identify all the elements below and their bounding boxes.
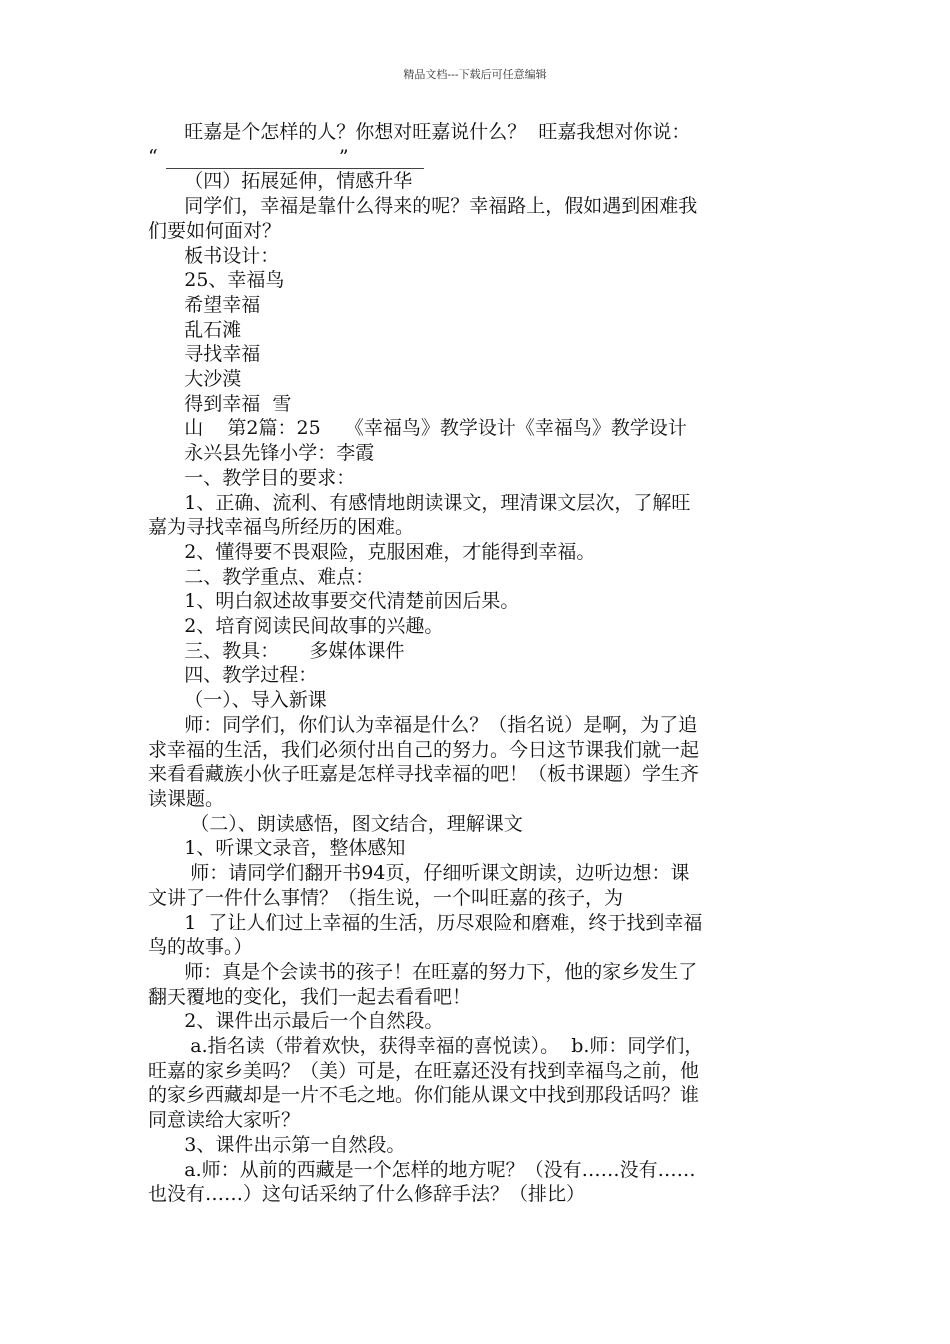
text-line: 得到幸福 雪 (148, 392, 292, 415)
text-line: 25、幸福鸟 (148, 269, 285, 292)
text-line: 板书设计： (148, 244, 280, 267)
text-line: 2、课件出示最后一个自然段。 (148, 1010, 444, 1033)
text-line: 同意读给大家听？ (148, 1109, 301, 1132)
text-line: 旺嘉是个怎样的人？你想对旺嘉说什么？ 旺嘉我想对你说： (148, 121, 691, 143)
text-line: 1、明白叙述故事要交代清楚前因后果。 (148, 590, 520, 613)
text-line: 1 了让人们过上幸福的生活，历尽艰险和磨难，终于找到幸福 (148, 911, 703, 934)
page-header: 精品文档---下载后可任意编辑 (403, 68, 547, 81)
text-line: 的家乡西藏却是一片不毛之地。你们能从课文中找到那段话吗？谁 (148, 1084, 700, 1107)
text-line: 师：请同学们翻开书94页，仔细听课文朗读，边听边想：课 (148, 862, 690, 885)
text-line: a.指名读（带着欢快，获得幸福的喜悦读）。 b.师：同学们， (148, 1035, 704, 1058)
text-line: 来看看藏族小伙子旺嘉是怎样寻找幸福的吧！（板书课题）学生齐 (148, 763, 700, 786)
text-line: 希望幸福 (148, 293, 261, 316)
text-line: 永兴县先锋小学：李霞 (148, 442, 375, 465)
text-line: 山 第2篇：25 《幸福鸟》教学设计《幸福鸟》教学设计 (148, 417, 687, 440)
text-line: 鸟的故事。） (148, 936, 253, 959)
text-line: 翻天覆地的变化，我们一起去看看吧！ (148, 985, 472, 1008)
text-line: 乱石滩 (148, 318, 242, 341)
text-line: （二）、朗读感悟，图文结合，理解课文 (148, 812, 523, 835)
text-line: 旺嘉的家乡美吗？（美）可是，在旺嘉还没有找到幸福鸟之前，他 (148, 1059, 700, 1082)
text-line: a.师：从前的西藏是一个怎样的地方呢？（没有……没有…… (148, 1158, 696, 1181)
text-line: 大沙漠 (148, 368, 242, 391)
text-line: “ ” (148, 145, 349, 168)
text-line: 四、教学过程： (148, 664, 318, 687)
text-line: 二、教学重点、难点： (148, 565, 375, 588)
text-line: （四）拓展延伸，情感升华 (148, 170, 413, 193)
text-line: 文讲了一件什么事情？（指生说，一个叫旺嘉的孩子，为 (148, 886, 624, 909)
text-line: 也没有……）这句话采纳了什么修辞手法？（排比） (148, 1183, 586, 1206)
text-line: 师：真是个会读书的孩子！在旺嘉的努力下，他的家乡发生了 (148, 960, 698, 983)
text-line: 同学们，幸福是靠什么得来的呢？幸福路上，假如遇到困难我 (148, 195, 698, 218)
text-line: （一）、导入新课 (148, 689, 327, 712)
text-line: 三、教具： 多媒体课件 (148, 639, 405, 662)
text-line: 1、正确、流利、有感情地朗读课文，理清课文层次，了解旺 (148, 491, 691, 514)
text-line: 们要如何面对？ (148, 219, 282, 242)
text-line: 2、懂得要不畏艰险，克服困难，才能得到幸福。 (148, 540, 596, 563)
text-line: 师：同学们，你们认为幸福是什么？（指名说）是啊，为了追 (148, 713, 698, 736)
document-body (148, 120, 808, 1207)
text-line: 一、教学目的要求： (148, 466, 356, 489)
text-line: 1、听课文录音，整体感知 (148, 837, 406, 860)
text-line: 嘉为寻找幸福鸟所经历的困难。 (148, 516, 415, 539)
text-line: 寻找幸福 (148, 343, 261, 366)
text-line: 2、培育阅读民间故事的兴趣。 (148, 615, 444, 638)
text-line: 读课题。 (148, 787, 225, 810)
text-line: 求幸福的生活，我们必须付出自己的努力。今日这节课我们就一起 (148, 738, 700, 761)
text-line: 3、课件出示第一自然段。 (148, 1133, 406, 1156)
